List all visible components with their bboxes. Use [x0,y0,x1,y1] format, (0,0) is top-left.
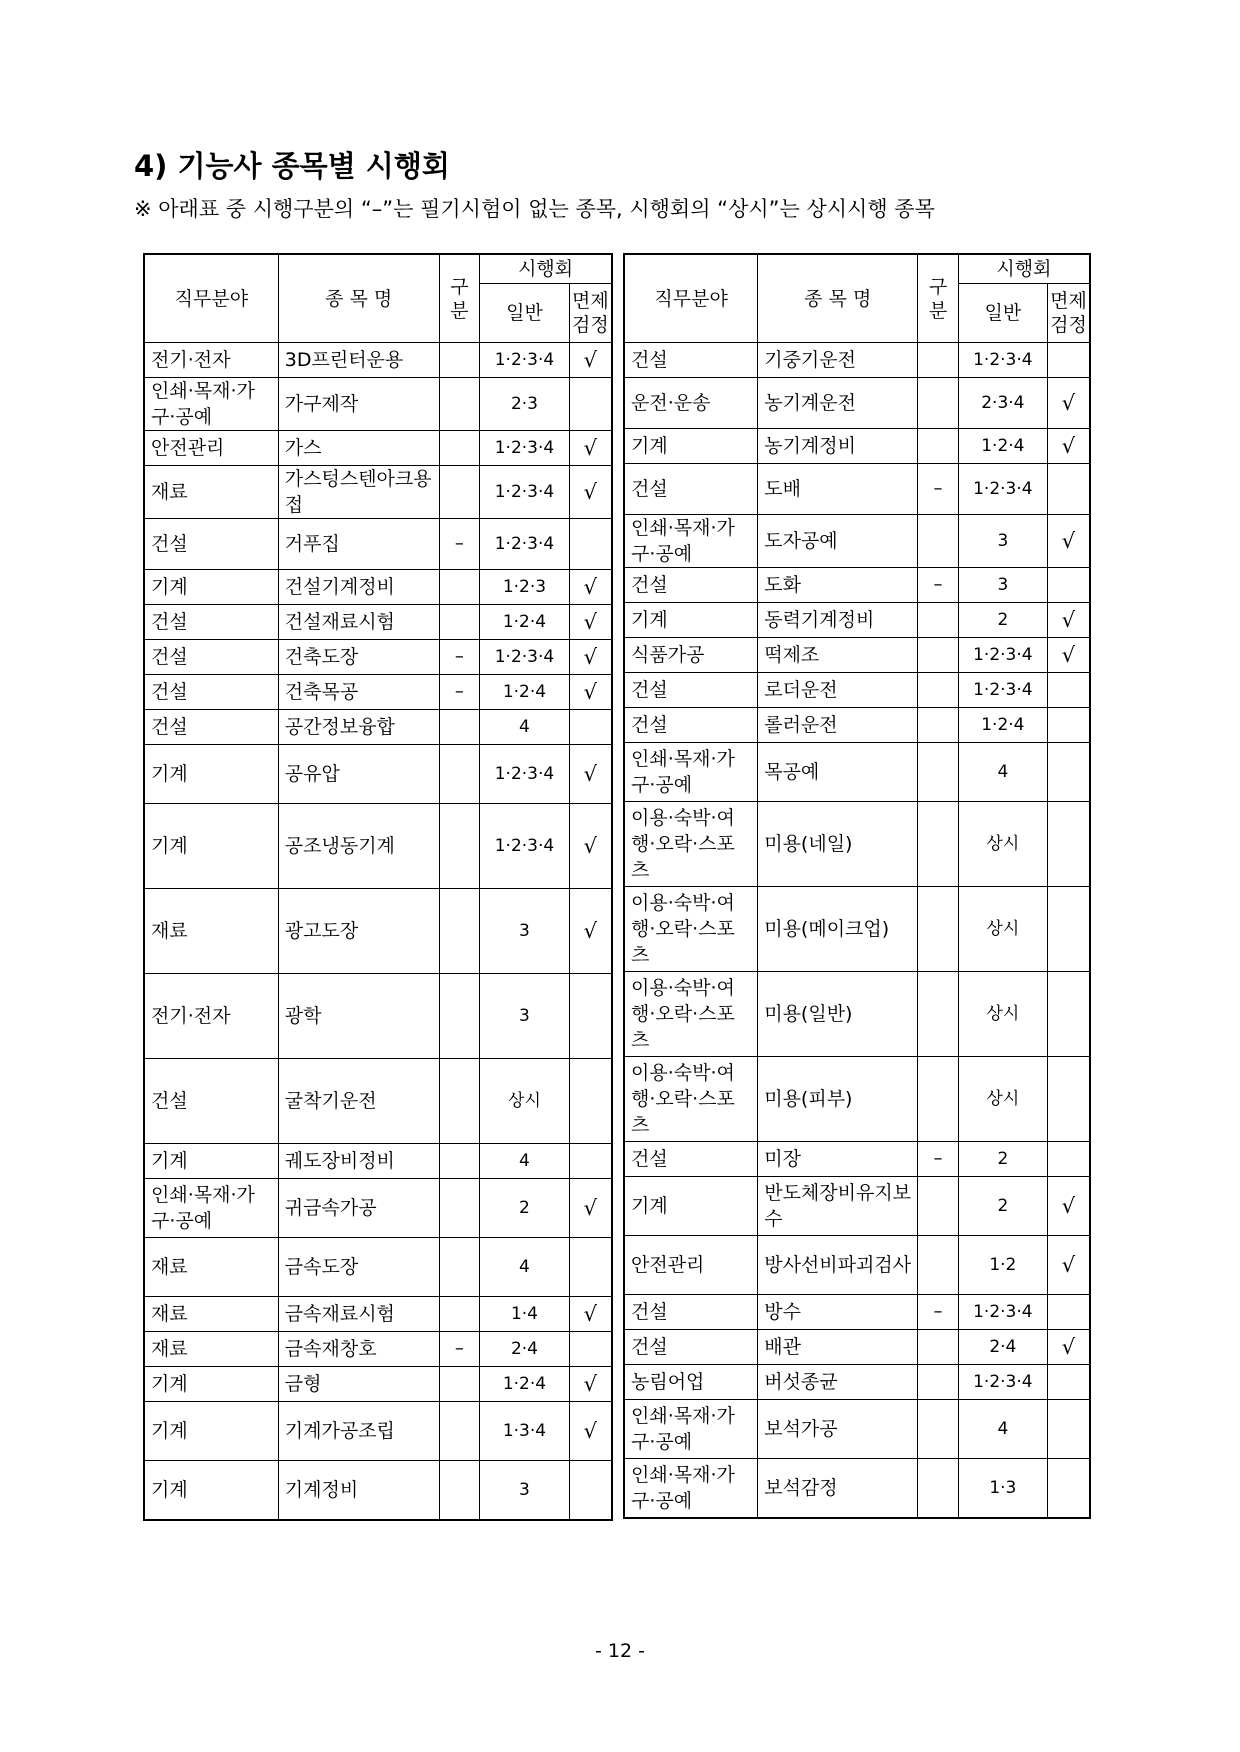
item-cell: 방수 [758,1295,918,1330]
gubun-cell [439,1461,480,1521]
gubun-cell [439,804,480,889]
table-row [144,745,612,804]
table-row [144,605,612,640]
rounds-cell: 1·2·3·4 [958,464,1047,515]
exempt-check-cell: √ [1047,429,1090,464]
exempt-check-cell [569,519,612,570]
gubun-cell [918,1057,959,1142]
header-gubun-text: 구분 [928,275,948,322]
header-gubun [439,254,480,343]
field-cell: 건설 [624,673,758,708]
table-row [144,710,612,745]
rounds-cell: 3 [480,1461,570,1521]
rounds-cell: 1·2·3·4 [480,343,570,378]
gubun-cell [439,1179,480,1238]
table-row [144,1238,612,1297]
exempt-check-cell: √ [1047,378,1090,429]
field-cell: 재료 [144,466,278,519]
field-cell: 건설 [624,464,758,515]
table-row [624,515,1090,568]
exempt-check-cell [1047,343,1090,378]
table-row [624,1365,1090,1400]
item-cell: 버섯종균 [758,1365,918,1400]
header-general: 일반 [480,284,570,343]
rounds-cell: 1·2·3·4 [958,638,1047,673]
item-cell: 롤러운전 [758,708,918,743]
left-table-body [144,343,612,1521]
gubun-cell [918,708,959,743]
exempt-check-cell [1047,1400,1090,1459]
rounds-cell: 3 [958,568,1047,603]
table-row [144,640,612,675]
rounds-cell: 1·3 [958,1459,1047,1519]
field-cell: 인쇄·목재·가구·공예 [624,1459,758,1519]
item-cell: 도자공예 [758,515,918,568]
gubun-cell [439,1238,480,1297]
field-cell: 건설 [624,1330,758,1365]
item-cell: 떡제조 [758,638,918,673]
item-cell: 금속재창호 [278,1332,439,1367]
rounds-cell: 2·4 [480,1332,570,1367]
rounds-cell: 3 [480,974,570,1059]
exempt-check-cell [1047,1459,1090,1519]
table-row [144,570,612,605]
field-cell: 이용·숙박·여행·오락·스포츠 [624,802,758,887]
item-cell: 공유압 [278,745,439,804]
item-cell: 광고도장 [278,889,439,974]
field-cell: 안전관리 [624,1236,758,1295]
gubun-cell [439,343,480,378]
gubun-cell [918,673,959,708]
field-cell: 기계 [144,804,278,889]
item-cell: 미장 [758,1142,918,1177]
exempt-check-cell: √ [569,745,612,804]
field-cell: 기계 [144,1461,278,1521]
exempt-check-cell: √ [1047,1330,1090,1365]
table-row [144,675,612,710]
field-cell: 기계 [144,570,278,605]
rounds-cell: 2·3 [480,378,570,431]
gubun-cell [439,1144,480,1179]
exempt-check-cell: √ [569,431,612,466]
exempt-check-cell [569,1144,612,1179]
field-cell: 건설 [624,343,758,378]
item-cell: 거푸집 [278,519,439,570]
field-cell: 건설 [144,605,278,640]
table-row [624,638,1090,673]
header-gubun [918,254,959,343]
table-row [624,1295,1090,1330]
rounds-cell: 4 [480,710,570,745]
exempt-check-cell [569,378,612,431]
gubun-cell [918,603,959,638]
gubun-cell [439,889,480,974]
field-cell: 재료 [144,1297,278,1332]
item-cell: 가구제작 [278,378,439,431]
exempt-check-cell [1047,972,1090,1057]
item-cell: 굴착기운전 [278,1059,439,1144]
exempt-check-cell: √ [569,570,612,605]
rounds-cell: 4 [958,743,1047,802]
field-cell: 건설 [624,708,758,743]
gubun-cell [439,1059,480,1144]
gubun-cell: – [439,519,480,570]
table-row [624,1142,1090,1177]
item-cell: 3D프린터운용 [278,343,439,378]
table-row [624,673,1090,708]
exempt-check-cell: √ [569,640,612,675]
rounds-cell: 1·2·4 [958,708,1047,743]
table-row [624,1400,1090,1459]
item-cell: 기중기운전 [758,343,918,378]
exempt-check-cell [1047,464,1090,515]
exempt-check-cell: √ [569,675,612,710]
rounds-cell: 상시 [480,1059,570,1144]
field-cell: 건설 [144,710,278,745]
header-general: 일반 [958,284,1047,343]
gubun-cell [439,570,480,605]
rounds-cell: 3 [958,515,1047,568]
right-table [623,253,1091,1519]
field-cell: 기계 [624,429,758,464]
exempt-check-cell: √ [569,1179,612,1238]
field-cell: 인쇄·목재·가구·공예 [624,1400,758,1459]
rounds-cell: 1·2·3·4 [480,804,570,889]
exempt-check-cell [569,974,612,1059]
table-row [624,708,1090,743]
rounds-cell: 1·2 [958,1236,1047,1295]
gubun-cell [918,1236,959,1295]
field-cell: 재료 [144,889,278,974]
field-cell: 기계 [144,1402,278,1461]
exempt-check-cell: √ [569,466,612,519]
item-cell: 보석감정 [758,1459,918,1519]
gubun-cell [439,1367,480,1402]
gubun-cell [918,1330,959,1365]
table-note: ※ 아래표 중 시행구분의 “–”는 필기시험이 없는 종목, 시행회의 “상시”는 상시시행 종목 [134,197,935,221]
table-row [144,1402,612,1461]
rounds-cell: 2 [958,1177,1047,1236]
field-cell: 건설 [624,1295,758,1330]
rounds-cell: 4 [958,1400,1047,1459]
rounds-cell: 2 [958,1142,1047,1177]
rounds-cell: 상시 [958,972,1047,1057]
item-cell: 농기계정비 [758,429,918,464]
gubun-cell: – [918,568,959,603]
gubun-cell: – [918,1295,959,1330]
rounds-cell: 1·2·3·4 [958,673,1047,708]
exempt-check-cell [1047,1057,1090,1142]
item-cell: 기계가공조립 [278,1402,439,1461]
gubun-cell: – [439,640,480,675]
rounds-cell: 1·2·4 [480,675,570,710]
exempt-check-cell: √ [1047,1236,1090,1295]
header-field: 직무분야 [144,254,278,343]
exempt-check-cell [1047,1142,1090,1177]
gubun-cell [918,1365,959,1400]
exempt-check-cell [569,1332,612,1367]
rounds-cell: 1·2·3 [480,570,570,605]
field-cell: 건설 [144,640,278,675]
table-row [144,1179,612,1238]
field-cell: 인쇄·목재·가구·공예 [144,378,278,431]
exempt-check-cell [569,710,612,745]
item-cell: 미용(네일) [758,802,918,887]
item-cell: 도배 [758,464,918,515]
table-row [144,1144,612,1179]
gubun-cell: – [439,675,480,710]
exempt-check-cell [569,1461,612,1521]
rounds-cell: 3 [480,889,570,974]
item-cell: 로더운전 [758,673,918,708]
field-cell: 기계 [144,745,278,804]
exempt-check-cell: √ [569,343,612,378]
header-rounds: 시행회 [480,254,612,284]
table-row [624,1330,1090,1365]
right-table-body [624,343,1090,1519]
field-cell: 건설 [624,568,758,603]
gubun-cell [918,515,959,568]
exempt-check-cell: √ [569,1367,612,1402]
exempt-check-cell [1047,708,1090,743]
exempt-check-cell [1047,568,1090,603]
item-cell: 금속재료시험 [278,1297,439,1332]
rounds-cell: 1·2·3·4 [480,466,570,519]
table-row [144,1332,612,1367]
table-row [144,1059,612,1144]
table-row [624,887,1090,972]
rounds-cell: 4 [480,1238,570,1297]
field-cell: 기계 [624,603,758,638]
gubun-cell [439,378,480,431]
rounds-cell: 2 [480,1179,570,1238]
header-exempt-text: 면제검정 [572,290,609,336]
field-cell: 인쇄·목재·가구·공예 [624,743,758,802]
field-cell: 전기·전자 [144,343,278,378]
gubun-cell: – [918,1142,959,1177]
exempt-check-cell: √ [1047,638,1090,673]
gubun-cell [918,378,959,429]
item-cell: 가스텅스텐아크용접 [278,466,439,519]
table-row [144,1461,612,1521]
table-row [624,568,1090,603]
field-cell: 이용·숙박·여행·오락·스포츠 [624,1057,758,1142]
exempt-check-cell: √ [1047,515,1090,568]
table-row [144,1297,612,1332]
exempt-check-cell: √ [569,804,612,889]
exempt-check-cell [1047,743,1090,802]
field-cell: 이용·숙박·여행·오락·스포츠 [624,887,758,972]
table-row [624,1459,1090,1519]
item-cell: 금형 [278,1367,439,1402]
table-row [624,378,1090,429]
field-cell: 식품가공 [624,638,758,673]
field-cell: 기계 [624,1177,758,1236]
page-title: 4) 기능사 종목별 시행회 [134,149,450,183]
table-row [624,1177,1090,1236]
rounds-cell: 1·2·4 [958,429,1047,464]
table-row [144,1367,612,1402]
item-cell: 건설재료시험 [278,605,439,640]
item-cell: 건설기계정비 [278,570,439,605]
gubun-cell [439,974,480,1059]
rounds-cell: 2·4 [958,1330,1047,1365]
item-cell: 목공예 [758,743,918,802]
exempt-check-cell [1047,1365,1090,1400]
gubun-cell: – [918,464,959,515]
rounds-cell: 1·2·4 [480,605,570,640]
exempt-check-cell: √ [569,605,612,640]
field-cell: 기계 [144,1144,278,1179]
item-cell: 농기계운전 [758,378,918,429]
exempt-check-cell: √ [1047,603,1090,638]
rounds-cell: 2 [958,603,1047,638]
field-cell: 재료 [144,1332,278,1367]
table-row [624,603,1090,638]
field-cell: 인쇄·목재·가구·공예 [144,1179,278,1238]
field-cell: 이용·숙박·여행·오락·스포츠 [624,972,758,1057]
header-field: 직무분야 [624,254,758,343]
gubun-cell: – [439,1332,480,1367]
item-cell: 광학 [278,974,439,1059]
table-row [624,464,1090,515]
table-row [144,378,612,431]
gubun-cell [918,638,959,673]
field-cell: 인쇄·목재·가구·공예 [624,515,758,568]
rounds-cell: 1·2·3·4 [480,745,570,804]
rounds-cell: 1·2·3·4 [958,1365,1047,1400]
table-row [624,1236,1090,1295]
field-cell: 건설 [144,1059,278,1144]
gubun-cell [918,972,959,1057]
item-cell: 가스 [278,431,439,466]
field-cell: 안전관리 [144,431,278,466]
rounds-cell: 1·2·4 [480,1367,570,1402]
rounds-cell: 4 [480,1144,570,1179]
header-item: 종 목 명 [278,254,439,343]
exempt-check-cell [1047,887,1090,972]
gubun-cell [439,1402,480,1461]
item-cell: 미용(메이크업) [758,887,918,972]
exempt-check-cell [569,1059,612,1144]
field-cell: 농림어업 [624,1365,758,1400]
gubun-cell [918,429,959,464]
item-cell: 건축목공 [278,675,439,710]
gubun-cell [918,802,959,887]
item-cell: 건축도장 [278,640,439,675]
table-row [144,343,612,378]
header-exempt [569,284,612,343]
exempt-check-cell [1047,802,1090,887]
gubun-cell [439,745,480,804]
table-row [624,343,1090,378]
item-cell: 배관 [758,1330,918,1365]
gubun-cell [918,343,959,378]
gubun-cell [439,710,480,745]
rounds-cell: 1·3·4 [480,1402,570,1461]
item-cell: 공조냉동기계 [278,804,439,889]
gubun-cell [439,605,480,640]
table-row [624,1057,1090,1142]
table-row [144,889,612,974]
exempt-check-cell: √ [569,1402,612,1461]
table-row [624,972,1090,1057]
header-rounds: 시행회 [958,254,1090,284]
item-cell: 궤도장비정비 [278,1144,439,1179]
rounds-cell: 상시 [958,887,1047,972]
rounds-cell: 1·2·3·4 [480,519,570,570]
rounds-cell: 1·2·3·4 [480,640,570,675]
field-cell: 건설 [144,675,278,710]
item-cell: 기계정비 [278,1461,439,1521]
table-row [624,802,1090,887]
exempt-check-cell: √ [1047,1177,1090,1236]
item-cell: 도화 [758,568,918,603]
table-row [624,429,1090,464]
item-cell: 방사선비파괴검사 [758,1236,918,1295]
item-cell: 금속도장 [278,1238,439,1297]
field-cell: 기계 [144,1367,278,1402]
table-row [144,431,612,466]
field-cell: 재료 [144,1238,278,1297]
field-cell: 운전·운송 [624,378,758,429]
table-row [624,743,1090,802]
page-number: - 12 - [595,1640,645,1662]
table-row [144,466,612,519]
exempt-check-cell: √ [569,889,612,974]
rounds-cell: 2·3·4 [958,378,1047,429]
rounds-cell: 상시 [958,1057,1047,1142]
table-row [144,519,612,570]
gubun-cell [918,887,959,972]
exempt-check-cell [569,1238,612,1297]
item-cell: 보석가공 [758,1400,918,1459]
exempt-check-cell: √ [569,1297,612,1332]
rounds-cell: 1·2·3·4 [480,431,570,466]
gubun-cell [439,431,480,466]
item-cell: 공간정보융합 [278,710,439,745]
field-cell: 전기·전자 [144,974,278,1059]
rounds-cell: 1·4 [480,1297,570,1332]
gubun-cell [918,743,959,802]
field-cell: 건설 [144,519,278,570]
gubun-cell [918,1459,959,1519]
gubun-cell [918,1177,959,1236]
field-cell: 건설 [624,1142,758,1177]
exempt-check-cell [1047,673,1090,708]
table-row [144,804,612,889]
item-cell: 미용(피부) [758,1057,918,1142]
table-row [144,974,612,1059]
item-cell: 동력기계정비 [758,603,918,638]
exempt-check-cell [1047,1295,1090,1330]
left-table [143,253,613,1521]
rounds-cell: 1·2·3·4 [958,1295,1047,1330]
header-gubun-text: 구분 [450,275,469,322]
header-exempt-text: 면제검정 [1050,290,1087,336]
item-cell: 반도체장비유지보수 [758,1177,918,1236]
header-exempt [1047,284,1090,343]
item-cell: 미용(일반) [758,972,918,1057]
item-cell: 귀금속가공 [278,1179,439,1238]
rounds-cell: 1·2·3·4 [958,343,1047,378]
gubun-cell [918,1400,959,1459]
gubun-cell [439,1297,480,1332]
rounds-cell: 상시 [958,802,1047,887]
gubun-cell [439,466,480,519]
header-item: 종 목 명 [758,254,918,343]
